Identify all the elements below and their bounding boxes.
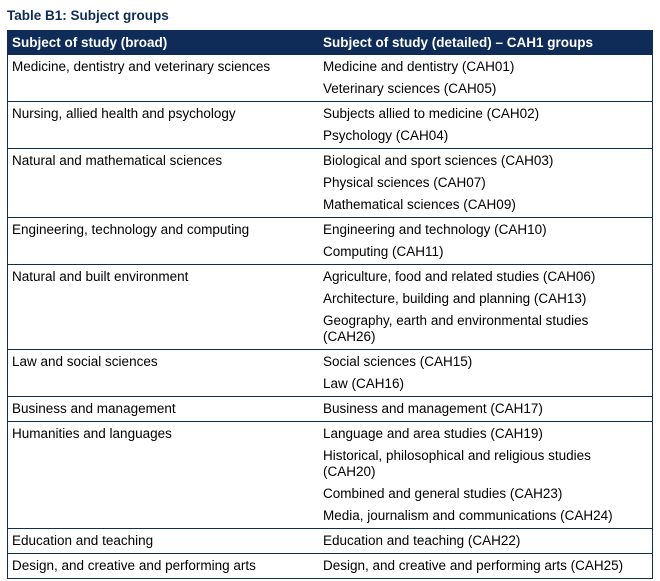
- detailed-subject-item: Medicine and dentistry (CAH01): [323, 59, 515, 74]
- table-row: [8, 149, 653, 218]
- table-row: [8, 350, 653, 397]
- detailed-subjects-cell: [319, 265, 653, 350]
- table-row: [8, 554, 653, 579]
- table-body: [8, 55, 653, 579]
- detailed-subject-item: Engineering and technology (CAH10): [323, 222, 547, 237]
- broad-subject-cell: Education and teaching: [8, 529, 320, 554]
- detailed-subject-item: Education and teaching (CAH22): [323, 533, 521, 548]
- detailed-subject-item: Subjects allied to medicine (CAH02): [323, 106, 540, 121]
- broad-subject-cell: Engineering, technology and computing: [8, 218, 320, 265]
- table-title: Table B1: Subject groups: [7, 8, 169, 23]
- broad-subject-cell: Medicine, dentistry and veterinary sciences: [8, 55, 320, 102]
- detailed-subject-item: Mathematical sciences (CAH09): [323, 197, 516, 212]
- detailed-subjects-cell: [319, 55, 653, 102]
- detailed-subject-item: Computing (CAH11): [323, 244, 444, 259]
- table-row: [8, 529, 653, 554]
- detailed-subjects-cell: [319, 554, 653, 579]
- detailed-subject-item: Physical sciences (CAH07): [323, 175, 486, 190]
- table-row: [8, 422, 653, 529]
- detailed-subject-item: Veterinary sciences (CAH05): [323, 81, 497, 96]
- header-row: [8, 31, 653, 55]
- broad-subject-cell: Natural and built environment: [8, 265, 320, 350]
- table-row: [8, 397, 653, 422]
- detailed-subject-item: Language and area studies (CAH19): [323, 426, 543, 441]
- table-row: [8, 102, 653, 149]
- detailed-subjects-cell: [319, 350, 653, 397]
- broad-subject-cell: Nursing, allied health and psychology: [8, 102, 320, 149]
- detailed-subjects-cell: [319, 102, 653, 149]
- detailed-subject-item: Architecture, building and planning (CAH13): [323, 291, 587, 306]
- detailed-subject-item: Agriculture, food and related studies (CAH06): [323, 269, 596, 284]
- column-header-detailed-subject: Subject of study (detailed) – CAH1 groups: [319, 31, 653, 55]
- broad-subject-cell: Design, and creative and performing arts: [8, 554, 320, 579]
- detailed-subject-item: Combined and general studies (CAH23): [323, 486, 563, 501]
- broad-subject-cell: Humanities and languages: [8, 422, 320, 529]
- detailed-subjects-cell: [319, 218, 653, 265]
- detailed-subjects-cell: [319, 397, 653, 422]
- detailed-subject-item: Design, and creative and performing arts (CAH25): [323, 558, 624, 573]
- table-row: [8, 218, 653, 265]
- detailed-subjects-cell: [319, 149, 653, 218]
- column-header-broad-subject: Subject of study (broad): [8, 31, 320, 55]
- broad-subject-cell: Law and social sciences: [8, 350, 320, 397]
- table-row: [8, 55, 653, 102]
- broad-subject-cell: Natural and mathematical sciences: [8, 149, 320, 218]
- detailed-subject-item: Business and management (CAH17): [323, 401, 543, 416]
- detailed-subject-item: Biological and sport sciences (CAH03): [323, 153, 554, 168]
- detailed-subject-item: Law (CAH16): [323, 376, 405, 391]
- detailed-subject-item: Psychology (CAH04): [323, 128, 449, 143]
- detailed-subject-item: Historical, philosophical and religious studies (CAH20): [323, 448, 591, 479]
- table-row: [8, 265, 653, 350]
- broad-subject-cell: Business and management: [8, 397, 320, 422]
- detailed-subjects-cell: [319, 422, 653, 529]
- detailed-subjects-cell: [319, 529, 653, 554]
- subject-groups-table: [7, 30, 653, 579]
- detailed-subject-item: Social sciences (CAH15): [323, 354, 473, 369]
- detailed-subject-item: Media, journalism and communications (CAH24): [323, 508, 613, 523]
- detailed-subject-item: Geography, earth and environmental studies (CAH26): [323, 313, 589, 344]
